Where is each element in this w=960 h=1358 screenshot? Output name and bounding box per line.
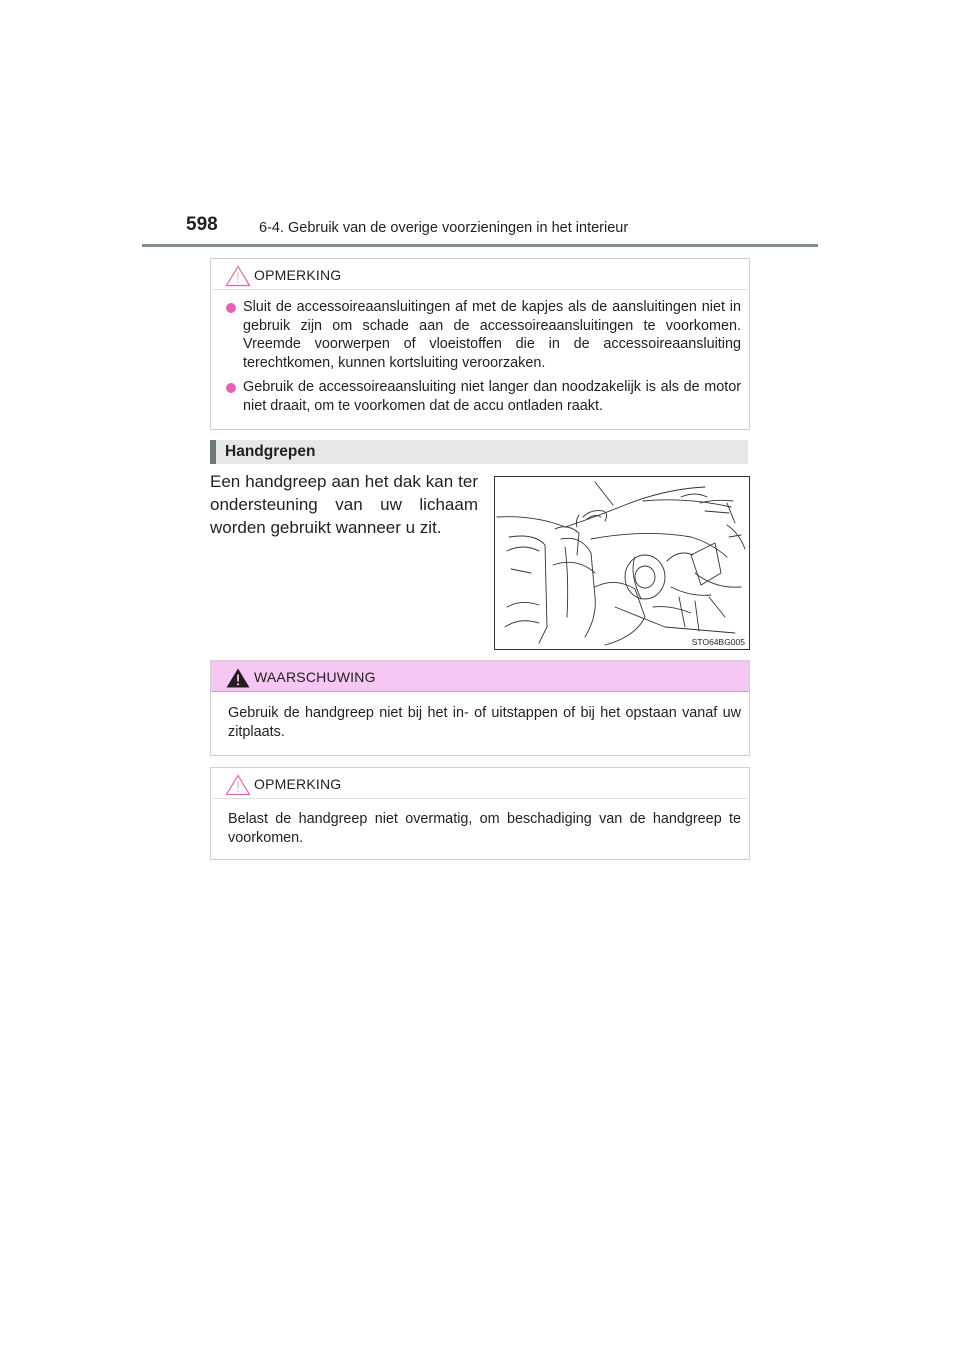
section-heading-label: Handgrepen [225,443,316,460]
interior-drawing [495,477,749,649]
caution-triangle-icon [225,265,251,287]
notice-list [211,290,749,415]
list-item-text: Gebruik de accessoireaansluiting niet langer dan noodzakelijk is als de motor niet draait, om te voorkomen dat de accu ontladen raakt. [243,379,741,414]
notice-box-accessory-sockets [210,258,750,430]
notice-box-grab-handle [210,767,750,860]
notice-header [211,768,749,798]
list-item [226,298,741,372]
notice-text: Belast de handgreep niet overmatig, om beschadiging van de handgreep te voorkomen. [228,811,741,846]
page-header [142,214,818,246]
header-rule [142,244,818,247]
bullet-icon [226,303,236,313]
figure-code: STO64BG005 [691,637,745,647]
notice-label: OPMERKING [254,776,342,792]
section-heading [210,440,748,464]
list-item-text: Sluit de accessoireaansluitingen af met de kapjes als de aansluitingen niet in gebruik zijn om schade aan de accessoireaansluitingen te voorkomen. Vreemde voorwerpen of vloeistoffen die in de accessoireaansluiting terechtkomen, kunnen kortsluiting veroorzaken. [243,299,741,371]
grab-handle-illustration [494,476,750,650]
page-number: 598 [186,214,218,235]
warning-box [210,660,750,756]
warning-label: WAARSCHUWING [254,669,376,685]
caution-triangle-icon [225,774,251,796]
section-title: 6-4. Gebruik van de overige voorzieningen in het interieur [259,220,629,236]
warning-triangle-icon [225,667,251,689]
warning-text: Gebruik de handgreep niet bij het in- of uitstappen of bij het opstaan vanaf uw zitplaats. [228,705,741,740]
notice-label: OPMERKING [254,267,342,283]
notice-header [211,259,749,289]
section-intro: Een handgreep aan het dak kan ter ondersteuning van uw lichaam worden gebruikt wanneer u zit. [210,472,478,537]
warning-header [211,661,749,692]
list-item [226,378,741,415]
bullet-icon [226,383,236,393]
